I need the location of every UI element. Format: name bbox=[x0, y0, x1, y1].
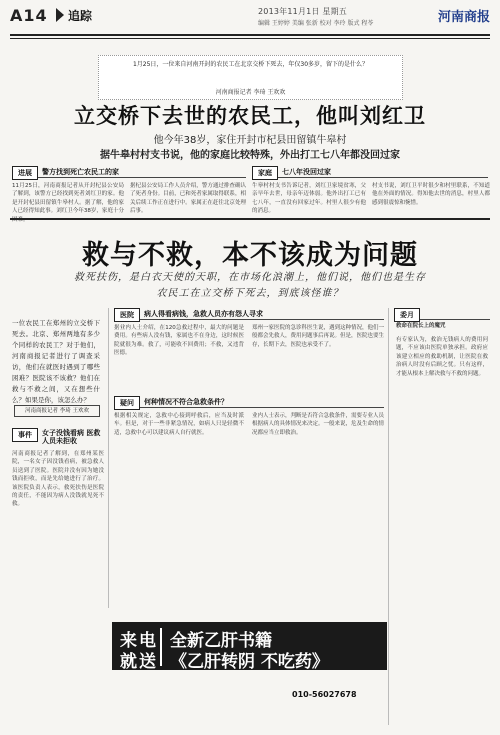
article-column: 据杞县公安局工作人员介绍，警方通过排查确认了死者身份。目前，已和死者家属取得联系，相关后续工作正在进行中。家属正在赶往北京处理后事。 bbox=[130, 183, 246, 215]
ad-headline: 全新乙肝书籍 bbox=[170, 631, 272, 651]
column-divider bbox=[108, 308, 109, 608]
section-tag-event bbox=[12, 428, 106, 445]
header-rule bbox=[10, 34, 490, 36]
page-header bbox=[0, 0, 500, 46]
story-divider bbox=[10, 218, 490, 220]
tag-label: 疑问 bbox=[114, 396, 140, 410]
section-name: 追踪 bbox=[68, 9, 93, 23]
section-tag-hospital bbox=[114, 308, 384, 320]
summary-text: 1月25日，一位来自河南开封的农民工在北京交桥下死去，年仅30多岁，留下的是什么？ bbox=[132, 61, 369, 68]
tag-underline bbox=[140, 319, 384, 320]
section-tag-ethics bbox=[394, 308, 490, 320]
section-tag-progress bbox=[12, 166, 248, 178]
subheadline-1: 他今年38岁，家住开封市杞县田留镇牛皋村 bbox=[153, 135, 347, 146]
tag-title: 女子没钱看病 医救人员未拒收 bbox=[42, 429, 101, 445]
ad-phone-number: 010-56027678 bbox=[292, 690, 357, 699]
tag-label: 事件 bbox=[12, 428, 38, 442]
ad-text: 就送 bbox=[120, 652, 158, 672]
article-column: 根据相关规定，急救中心接到呼救后，应当及时派车。但是，对于一些非紧急情况，如病人只是轻微不适，急救中心可以建议病人自行就医。 bbox=[114, 413, 244, 436]
tag-title: 何种情况不符合急救条件？ bbox=[144, 398, 228, 406]
subheadline-4: 农民工在立交桥下死去，到底该怪谁？ bbox=[156, 288, 344, 299]
headline-second: 救与不救，本不该成为问题 bbox=[82, 240, 418, 271]
summary-credit: 河南商报记者 李琦 王欢欢 bbox=[215, 89, 286, 96]
tag-label: 进展 bbox=[12, 166, 38, 180]
arrow-icon bbox=[56, 8, 64, 22]
tag-underline bbox=[420, 319, 490, 320]
tag-title: 警方找到死亡农民工的家 bbox=[42, 168, 119, 176]
ad-book-title: 《乙肝转阴 不吃药》 bbox=[170, 652, 329, 672]
section-tag-question bbox=[114, 396, 384, 408]
tag-title: 七八年没回过家 bbox=[282, 168, 331, 176]
tag-label: 家庭 bbox=[252, 166, 278, 180]
article-column: 业内人士表示，判断是否符合急救条件，需要专业人员根据病人的具体情况来决定。一般来说，危及生命的情况都应当立即救治。 bbox=[252, 413, 385, 436]
ad-divider bbox=[160, 628, 162, 666]
reporter-credit: 河南商报记者 李琦 王欢欢 bbox=[14, 405, 100, 417]
tag-label: 医院 bbox=[114, 308, 140, 322]
section-tag-family bbox=[252, 166, 490, 178]
article-column: 郑州一家医院的急诊科医生说，遇到这种情况，他们一般都会先救人，费用问题事后再说。但是，医院也要生存，长期下去，医院也承受不了。 bbox=[252, 325, 385, 348]
ethics-title: 救命在院长上的魔咒 bbox=[396, 323, 446, 329]
date-line: 2013年11月1日 星期五 bbox=[258, 7, 347, 16]
ad-text: 来电 bbox=[120, 631, 158, 651]
column-divider bbox=[388, 308, 389, 725]
intro-blurb: 一位农民工在郑州的立交桥下死去。北京、郑州两地有多少个同样的农民工？对于他们，河南商报记者进行了调查采访，他们在就医时遇到了哪些困难？医院该不该救？他们在救与不救之间，又在想些什么？如果是你，该怎么办？ bbox=[12, 319, 100, 404]
tag-underline bbox=[140, 407, 384, 408]
summary-box bbox=[98, 55, 403, 100]
tag-underline bbox=[278, 177, 488, 178]
article-column: 村支书说，刘红卫平时很少和村里联系，不知道他在外面的情况。得知他去世的消息，村里人都感到很震惊和惋惜。 bbox=[372, 183, 490, 206]
header-rule-thin bbox=[10, 38, 490, 39]
headline-main: 立交桥下去世的农民工，他叫刘红卫 bbox=[74, 103, 426, 128]
editor-credits: 编辑 王婷婷 美编 张新 校对 李玲 版式 程苓 bbox=[258, 20, 374, 27]
article-column: 牛皋村村支书告诉记者，刘红卫家境贫寒，父亲早年去世，母亲年迈体弱。他外出打工已有七八年，一直没有回家过年。村里人很少有他的消息。 bbox=[252, 183, 366, 215]
subheadline-2: 据牛皋村村支书说，他的家庭比较特殊，外出打工七八年都没回过家 bbox=[100, 150, 400, 161]
article-column: 有专家认为，救治无钱病人的费用问题，不应该由医院单独承担。政府应该建立相应的救助机制，让医院在救治病人时没有后顾之忧。只有这样，才能从根本上解决救与不救的问题。 bbox=[396, 337, 488, 377]
article-column: 据业内人士介绍，在120急救过程中，最大的问题是费用。有些病人没有钱，家属也不在身边，这时候医院就很为难。救了，可能收不回费用；不救，又违背医德。 bbox=[114, 325, 244, 357]
tag-label: 委月 bbox=[394, 308, 420, 322]
article-column: 河南商报记者了解到，在郑州某医院，一名女子因没钱看病，被急救人员送到了医院。医院并没有因为她没钱而拒收，而是先给她进行了治疗。该医院负责人表示，救死扶伤是医院的责任，不能因为病人没钱就见死不救。 bbox=[12, 451, 104, 508]
advertisement bbox=[112, 622, 387, 670]
tag-title: 病人得看病钱，急救人员亦有怨人寻求 bbox=[144, 310, 263, 318]
subheadline-3: 救死扶伤，是白衣天使的天职，在市场化浪潮上，他们说，他们也是生存 bbox=[74, 272, 426, 283]
tag-underline bbox=[38, 177, 246, 178]
newspaper-brand: 河南商报 bbox=[437, 10, 490, 25]
article-column: 11月25日，河南商报记者从开封杞县公安局了解到，该警方已经找到死者刘红卫的家。他是开封杞县田留镇牛皋村人。据了解，他的家人已经得知此事。刘红卫今年38岁，家庭十分 bbox=[12, 183, 124, 215]
page-number: A14 bbox=[10, 6, 48, 25]
